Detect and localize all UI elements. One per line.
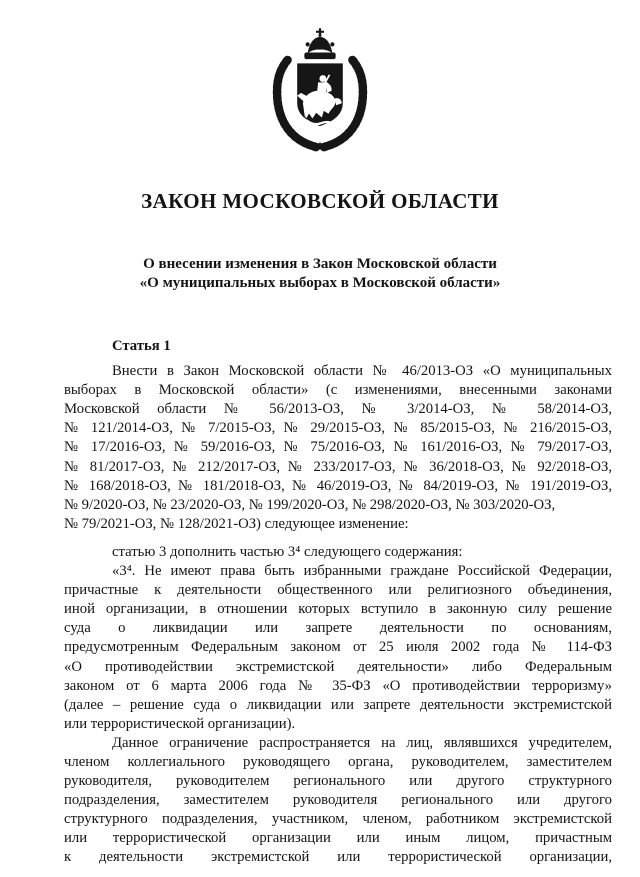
text-line: законом от 6 марта 2006 года № 35-ФЗ «О противодействии терроризму» [64,677,612,694]
document-title: ЗАКОН МОСКОВСКОЙ ОБЛАСТИ [141,189,499,213]
text-line: членом коллегиального руководящего органа, руководителем, заместителем [64,753,612,770]
text-line: причастные к деятельности общественного или религиозного объединения, [64,582,612,599]
amendment-text-paragraph [64,543,612,734]
text-line: или террористической организации или иным лицом, причастным [64,830,612,847]
text-line: «О противодействии экстремистской деятельности» либо Федеральным [64,658,612,675]
text-line: Данное ограничение распространяется на лиц, являвшихся учредителем, [112,734,612,751]
text-line: Московской области № 56/2013-ОЗ, № 3/2014-ОЗ, № 58/2014-ОЗ, [64,401,612,418]
text-line: № 81/2017-ОЗ, № 212/2017-ОЗ, № 233/2017-ОЗ, № 36/2018-ОЗ, № 92/2018-ОЗ, [64,458,612,475]
document-body [64,337,612,868]
text-line: (далее – решение суда о ликвидации или запрете деятельности экстремистской [64,696,612,713]
text-line: № 121/2014-ОЗ, № 7/2015-ОЗ, № 29/2015-ОЗ, № 85/2015-ОЗ, № 216/2015-ОЗ, [64,420,612,437]
emblem-container [0,0,640,158]
text-line: иной организации, в отношении которых вступило в законную силу решение [64,601,612,618]
text-line: № 9/2020-ОЗ, № 23/2020-ОЗ, № 199/2020-ОЗ, № 298/2020-ОЗ, № 303/2020-ОЗ, [64,496,556,513]
text-line: № 168/2018-ОЗ, № 181/2018-ОЗ, № 46/2019-ОЗ, № 84/2019-ОЗ, № 191/2019-ОЗ, [64,477,612,494]
text-line: руководителя, руководителем регионального или другого структурного [64,773,612,790]
text-line: Внести в Закон Московской области № 46/2013-ОЗ «О муниципальных [112,363,612,380]
text-line: суда о ликвидации или запрете деятельности по основаниям, [64,620,612,637]
text-line: статью 3 дополнить частью 3⁴ следующего содержания: [112,543,463,560]
document-subtitle-line1: О внесении изменения в Закон Московской области [143,256,497,272]
restriction-scope-paragraph [64,734,612,868]
document-subtitle [0,255,640,293]
text-line: подразделения, заместителем руководителя регионального или другого [64,792,612,809]
text-line: № 79/2021-ОЗ, № 128/2021-ОЗ) следующее изменение: [64,515,409,532]
text-line: выборах в Московской области» (с изменениями, внесенными законами [64,382,612,399]
text-line: или террористической организации). [64,715,296,732]
amendment-intro-paragraph [64,362,612,534]
coat-of-arms-moscow-oblast-icon [263,27,377,153]
text-line: к деятельности экстремистской или террористической организации, [64,849,612,866]
text-line: предусмотренным Федеральным законом от 25 июля 2002 года № 114-ФЗ [64,639,612,656]
text-line: «3⁴. Не имеют права быть избранными граждане Российской Федерации, [112,563,612,580]
article-1-heading: Статья 1 [112,338,171,354]
document-subtitle-line2: «О муниципальных выборах в Московской области» [139,275,501,291]
text-line: структурного подразделения, участником, членом, работником экстремистской [64,811,612,828]
text-line: № 17/2016-ОЗ, № 59/2016-ОЗ, № 75/2016-ОЗ, № 161/2016-ОЗ, № 79/2017-ОЗ, [64,439,612,456]
